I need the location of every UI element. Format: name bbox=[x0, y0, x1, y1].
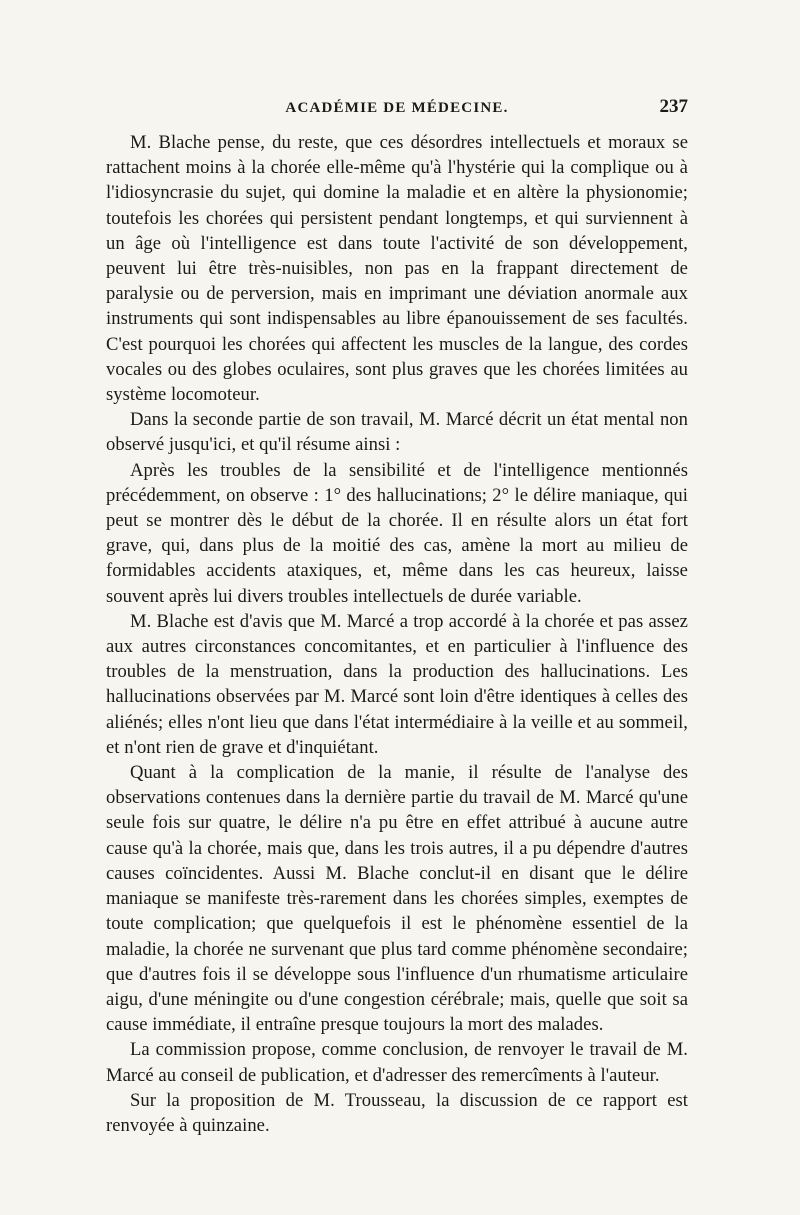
running-head bbox=[106, 96, 688, 126]
running-title: ACADÉMIE DE MÉDECINE. bbox=[285, 100, 509, 116]
paragraph-blache-opinion: M. Blache pense, du reste, que ces désordres intellectuels et moraux se rattachent moins à la chorée elle-même qu'à l'hystérie qui la complique ou à l'idiosyncrasie du sujet, qui domine la maladie et en altère la physionomie; toutefois les chorées qui persistent pendant longtemps, et qui surviennent à un âge où l'intelligence est dans toute l'activité de son développement, peuvent lui être très-nuisibles, non pas en la frappant directement de paralysie ou de perversion, mais en imprimant une déviation anormale aux instruments qui sont indispensables au libre épanouissement de ses facultés. C'est pourquoi les chorées qui affectent les muscles de la langue, des cordes vocales ou des globes oculaires, sont plus graves que les chorées limitées au système locomoteur. bbox=[106, 132, 688, 406]
paragraph-blache-critique: M. Blache est d'avis que M. Marcé a trop accordé à la chorée et pas assez aux autres circonstances concomitantes, et en particulier à l'influence des troubles de la menstruation, dans la production des hallucinations. Les hallucinations observées par M. Marcé sont loin d'être identiques à celles des aliénés; elles n'ont lieu que dans l'état intermédiaire à la veille et au sommeil, et n'ont rien de grave et d'inquiétant. bbox=[106, 610, 688, 758]
paragraph-mania-complication: Quant à la complication de la manie, il résulte de l'analyse des observations contenues dans la dernière partie du travail de M. Marcé qu'une seule fois sur quatre, le délire n'a pu être en effet attribué à aucune autre cause qu'à la chorée, mais que, dans les trois autres, il a pu dépendre d'autres causes coïncidentes. Aussi M. Blache conclut-il en disant que le délire maniaque se manifeste très-rarement dans les chorées simples, exemptes de toute complication; que quelquefois il est le phénomène essentiel de la maladie, la chorée ne survenant que plus tard comme phénomène secondaire; que d'autres fois il se développe sous l'influence d'un rhumatisme articulaire aigu, d'une méningite ou d'une congestion cérébrale; mais, quelle que soit sa cause immédiate, il entraîne presque toujours la mort des malades. bbox=[106, 762, 688, 1036]
page-number: 237 bbox=[659, 96, 688, 117]
body-text bbox=[106, 130, 688, 1138]
book-page bbox=[106, 96, 688, 1138]
paragraph-marce-mental-state: Dans la seconde partie de son travail, M. Marcé décrit un état mental non observé jusqu'ici, et qu'il résume ainsi : bbox=[106, 409, 688, 456]
paragraph-commission-conclusion: La commission propose, comme conclusion, de renvoyer le travail de M. Marcé au conseil de publication, et d'adresser des remercîments à l'auteur. bbox=[106, 1039, 688, 1086]
paragraph-trousseau-proposal: Sur la proposition de M. Trousseau, la discussion de ce rapport est renvoyée à quinzaine. bbox=[106, 1089, 688, 1136]
paragraph-hallucinations: Après les troubles de la sensibilité et de l'intelligence mentionnés précédemment, on observe : 1° des hallucinations; 2° le délire maniaque, qui peut se montrer dès le début de la chorée. Il en résulte alors un état fort grave, qui, dans plus de la moitié des cas, amène la mort au milieu de formidables accidents ataxiques, et, même dans les cas heureux, laisse souvent après lui divers troubles intellectuels de durée variable. bbox=[106, 459, 688, 607]
